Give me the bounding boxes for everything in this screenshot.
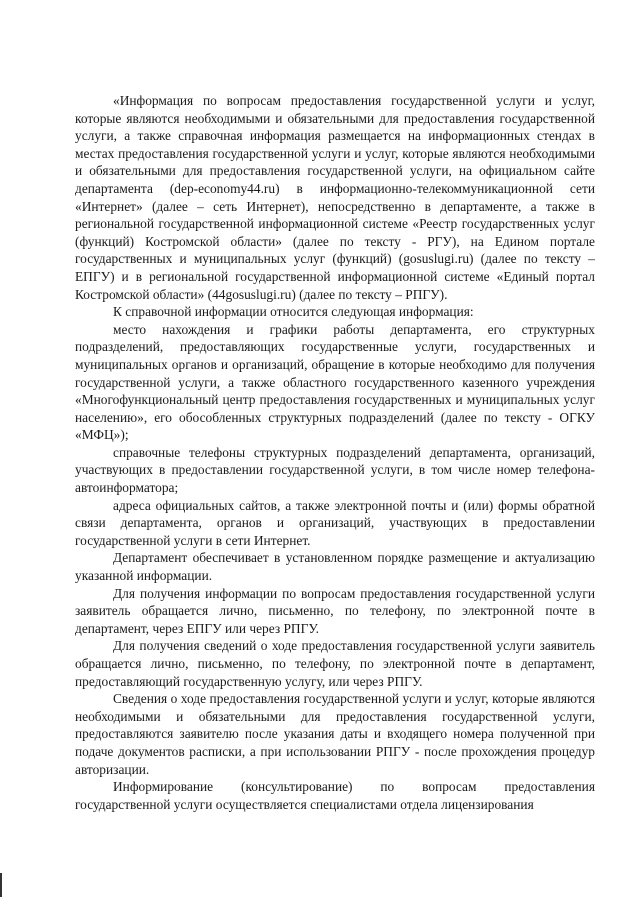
paragraph-websites-email: адреса официальных сайтов, а также электронной почты и (или) формы обратной связи департамента, органов и организаций, участвующих в предоставлении государственной услуги в сети Интернет. (75, 497, 595, 548)
paragraph-info-placement: «Информация по вопросам предоставления государственной услуги и услуг, которые являются необходимыми и обязательными для предоставления государственной услуги, а также справочная информация размещается на информационных стендах в местах предоставления государственной услуги и услуг, которые являются необходимыми и обязательными для предоставления государственной услуги, на официальном сайте департамента (dep-economy44.ru) в информационно-телекоммуникационной сети «Интернет» (далее – сеть Интернет), непосредственно в департаменте, а также в региональной государственной информационной системе «Реестр государственных услуг (функций) Костромской области» (далее по тексту - РГУ), на Едином портале государственных и муниципальных услуг (функций) (gosuslugi.ru) (далее по тексту – ЕПГУ) и в региональной государственной информационной системе «Единый портал Костромской области» (44gosuslugi.ru) (далее по тексту – РПГУ). (75, 93, 595, 302)
paragraph-status-details: Сведения о ходе предоставления государственной услуги и услуг, которые являются необходимыми и обязательными для предоставления государственной услуги, предоставляются заявителю после указания даты и входящего номера полученной при подаче документов расписки, а при использовании РПГУ - после прохождения процедур авторизации. (75, 691, 595, 777)
document-page (75, 92, 595, 813)
paragraph-getting-info: Для получения информации по вопросам предоставления государственной услуги заявитель обращается лично, письменно, по телефону, по электронной почте в департамент, через ЕПГУ или через РПГУ. (75, 585, 595, 636)
paragraph-consulting: Информирование (консультирование) по вопросам предоставления государственной услуги осуществляется специалистами отдела лицензирования (75, 779, 595, 812)
paragraph-getting-status: Для получения сведений о ходе предоставления государственной услуги заявитель обращается лично, письменно, по телефону, по электронной почте в департамент, предоставляющий государственную услугу, или через РПГУ. (75, 638, 595, 689)
paragraph-phones: справочные телефоны структурных подразделений департамента, организаций, участвующих в предоставлении государственной услуги, в том числе номер телефона-автоинформатора; (75, 444, 595, 496)
paragraph-reference-info-intro: К справочной информации относится следующая информация: (113, 304, 474, 320)
paragraph-department-ensures: Департамент обеспечивает в установленном порядке размещение и актуализацию указанной информации. (75, 550, 595, 584)
scan-margin-mark (0, 873, 2, 897)
paragraph-locations-schedules: место нахождения и графики работы департамента, его структурных подразделений, предоставляющих государственные услуги, государственных и муниципальных органов и организаций, обращение в которые необходимо для получения государственной услуги, а также областного государственного казенного учреждения «Многофункциональный центр предоставления государственных и муниципальных услуг населению», его обособленных структурных подразделений (далее по тексту - ОГКУ «МФЦ»); (75, 321, 595, 443)
